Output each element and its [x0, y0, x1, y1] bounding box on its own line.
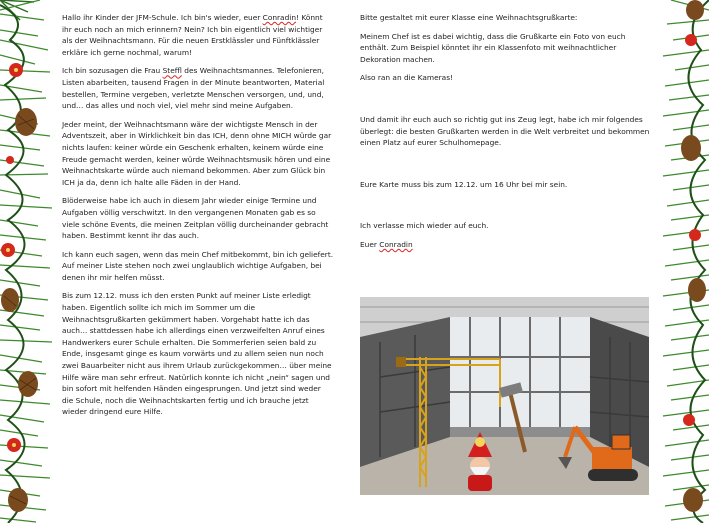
text-run: ! Könnt ihr euch noch an mich erinnern? Nein? Ich bin eigentlich viel wichtiger als der Weihnachtsmann. Für die neuen Erstklässler und Fünftklässler erkläre ich gerne nochmal, warum! [62, 13, 323, 57]
paragraph-trust: Ich verlasse mich wieder auf euch. [360, 221, 489, 231]
text-run: Hallo ihr Kinder der JFM-Schule. Ich bin's wieder, euer [62, 13, 263, 22]
paragraph-deadline-story: Bis zum 12.12. muss ich den ersten Punkt auf meiner Liste erledigt haben. Eigentlich sollte ich mich im Sommer um die Weihnachtsgrußkarten gekümmert haben. Vorgehabt hatte ich das auch… stattdessen habe ich allerdings einen verzweifelten Anruf eines Handwerkers eurer Schule erhalten. Die Sommerferien seien bald zu Ende, insgesamt ginge es kaum vorwärts und zu allem seien nun noch zwei Bauarbeiter nicht aus ihrem Urlaub zurückgekommen… über meine Hilfe wäre man sehr erfreut. Natürlich konnte ich nicht „nein“ sagen und bin sofort mit helfenden Händen eingesprungen. Und jetzt sind weder die Schule, noch die Weihnachtskarten fertig und ich brauche jetzt wieder dringend eure Hilfe. [62, 291, 332, 417]
pine-garland-left [0, 0, 60, 523]
name-steffl: Steffl [162, 66, 182, 76]
paragraph-greeting [62, 12, 334, 58]
paragraph-photo-request: Meinem Chef ist es dabei wichtig, dass die Grußkarte ein Foto von euch enthält. Zum Beispiel könntet ihr ein Klassenfoto mit weihnachtlicher Dekoration machen. [360, 31, 626, 64]
paragraph-task: Bitte gestaltet mit eurer Klasse eine Weihnachtsgrußkarte: [360, 13, 578, 22]
text-run: Euer [360, 239, 380, 249]
text-run: des Weihnachtsmannes. Telefonieren, Listen abarbeiten, tausend Fragen in der Minute beantworten, Material bestellen, Termine vergeben, verletzte Menschen versorgen, und, und, und… das alles und noch viel, viel mehr sind meine Aufgaben. [62, 66, 325, 111]
construction-site-photo [360, 297, 649, 495]
letter-left-column [62, 12, 334, 425]
paragraph-homepage: Und damit ihr euch auch so richtig gut ins Zeug legt, habe ich mir folgendes überlegt: die besten Grußkarten werden in die Welt verbreitet und bekommen einen Platz auf eurer Schulhomepage. [360, 114, 650, 148]
paragraph-due-date: Eure Karte muss bis zum 12.12. um 16 Uhr bei mir sein. [360, 179, 568, 189]
paragraph-boss: Ich kann euch sagen, wenn das mein Chef mitbekommt, bin ich geliefert. Auf meiner Liste stehen noch zwei unglaublich wichtige Aufgaben, bei denen ihr mir helfen müsst. [62, 249, 334, 282]
name-conradin: Conradin [262, 13, 297, 22]
paragraph-role [62, 65, 334, 111]
paragraph-importance: Jeder meint, der Weihnachtsmann wäre der wichtigste Mensch in der Adventszeit, aber in Wirklichkeit bin das ICH, denn ohne MICH würde gar nichts laufen: keiner würde ein Geschenk erhalten, keinem würde eine Freude gemacht werden, keiner würde Weihnachtsmusik hören und eine Weihnachtskarte würde auch niemand bekommen. Aber zum Glück bin ICH ja da, denn ich halte alle Fäden in der Hand. [62, 119, 332, 187]
letter-right-column [360, 12, 650, 258]
pine-garland-right [661, 0, 709, 523]
paragraph-cameras: Also ran an die Kameras! [360, 73, 454, 83]
name-conradin: Conradin [379, 239, 413, 249]
text-run: Ich bin sozusagen die Frau [62, 66, 163, 76]
paragraph-forgotten-tasks: Blöderweise habe ich auch in diesem Jahr wieder einige Termine und Aufgaben völlig verschwitzt. In den vergangenen Monaten gab es so viele schöne Events, die meinen Zeitplan völlig durcheinander gebracht haben. Bestimmt kennt ihr das auch. [62, 196, 329, 241]
signature [360, 239, 650, 251]
